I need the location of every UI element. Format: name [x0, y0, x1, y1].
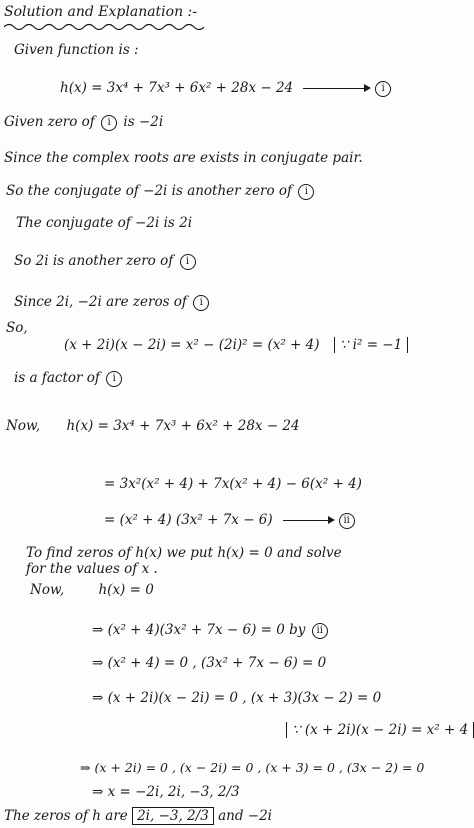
is-factor-text: is a factor of	[14, 370, 100, 386]
equation-ref-badge: i	[193, 295, 209, 311]
now-label: Now,	[6, 418, 41, 434]
line-conclusion	[4, 808, 272, 824]
line-given-function: Given function is :	[14, 42, 139, 58]
factor-product-expression: (x + 2i)(x − 2i) = x² − (2i)² = (x² + 4)	[64, 337, 320, 353]
note-bracket: ∵ (x + 2i)(x − 2i) = x² + 4	[286, 722, 474, 738]
line-now-h	[6, 418, 300, 434]
line-step-3: ⇒ (x + 2i)(x − 2i) = 0 , (x + 3)(3x − 2) = 0	[92, 690, 382, 706]
equation-ref-badge: ii	[312, 623, 328, 639]
line-since-zeros	[14, 294, 211, 311]
line-note-box	[286, 722, 474, 738]
given-zero-text: Given zero of	[4, 114, 95, 130]
function-expression: h(x) = 3x⁴ + 7x³ + 6x² + 28x − 24	[60, 80, 294, 96]
line-factored	[104, 512, 357, 529]
equation-ref-badge: i	[101, 115, 117, 131]
factored-expression: = (x² + 4) (3x² + 7x − 6)	[104, 512, 273, 528]
line-function	[60, 80, 393, 97]
line-given-zero	[4, 114, 163, 131]
equation-ref-badge: ii	[339, 513, 355, 529]
line-for-values: for the values of x .	[26, 561, 158, 577]
conclusion-text: The zeros of h are	[4, 808, 128, 824]
line-conjugate-pair: Since the complex roots are exists in conjugate pair.	[4, 150, 363, 166]
line-so: So,	[6, 320, 28, 336]
h-expression: h(x) = 3x⁴ + 7x³ + 6x² + 28x − 24	[66, 418, 300, 434]
equation-ref-badge: i	[180, 254, 196, 270]
line-factor-product	[64, 337, 408, 353]
conjugate-zero-text: So the conjugate of −2i is another zero of	[6, 183, 293, 199]
given-zero-value: is −2i	[123, 114, 164, 130]
line-step-4: ⇒ (x + 2i) = 0 , (x − 2i) = 0 , (x + 3) = 0 , (3x − 2) = 0	[80, 760, 425, 775]
step-1-expression: ⇒ (x² + 4)(3x² + 7x − 6) = 0 by	[92, 622, 306, 638]
line-grouping: = 3x²(x² + 4) + 7x(x² + 4) − 6(x² + 4)	[104, 476, 362, 492]
arrow-right-icon	[283, 520, 333, 521]
line-now-zero	[30, 582, 154, 598]
line-conjugate-of: The conjugate of −2i is 2i	[16, 215, 193, 231]
heading: Solution and Explanation :-	[4, 4, 197, 20]
heading-underline	[4, 22, 204, 32]
line-is-factor	[14, 370, 124, 387]
line-step-1	[92, 622, 330, 639]
answer-box: 2i, −3, 2/3	[132, 807, 214, 825]
line-another-zero	[14, 253, 198, 270]
equation-ref-badge: i	[375, 81, 391, 97]
equation-ref-badge: i	[298, 184, 314, 200]
equation-ref-badge: i	[106, 371, 122, 387]
line-to-find: To find zeros of h(x) we put h(x) = 0 and solve	[26, 545, 342, 561]
arrow-right-icon	[303, 88, 369, 89]
h-equals-zero: h(x) = 0	[98, 582, 154, 598]
note-bracket: ∵ i² = −1	[334, 337, 408, 353]
another-zero-text: So 2i is another zero of	[14, 253, 174, 269]
line-step-5: ⇒ x = −2i, 2i, −3, 2/3	[92, 784, 240, 800]
line-step-2: ⇒ (x² + 4) = 0 , (3x² + 7x − 6) = 0	[92, 655, 327, 671]
conclusion-tail: and −2i	[218, 808, 272, 824]
since-zeros-text: Since 2i, −2i are zeros of	[14, 294, 187, 310]
line-conjugate-zero	[6, 183, 316, 200]
now-label: Now,	[30, 582, 65, 598]
